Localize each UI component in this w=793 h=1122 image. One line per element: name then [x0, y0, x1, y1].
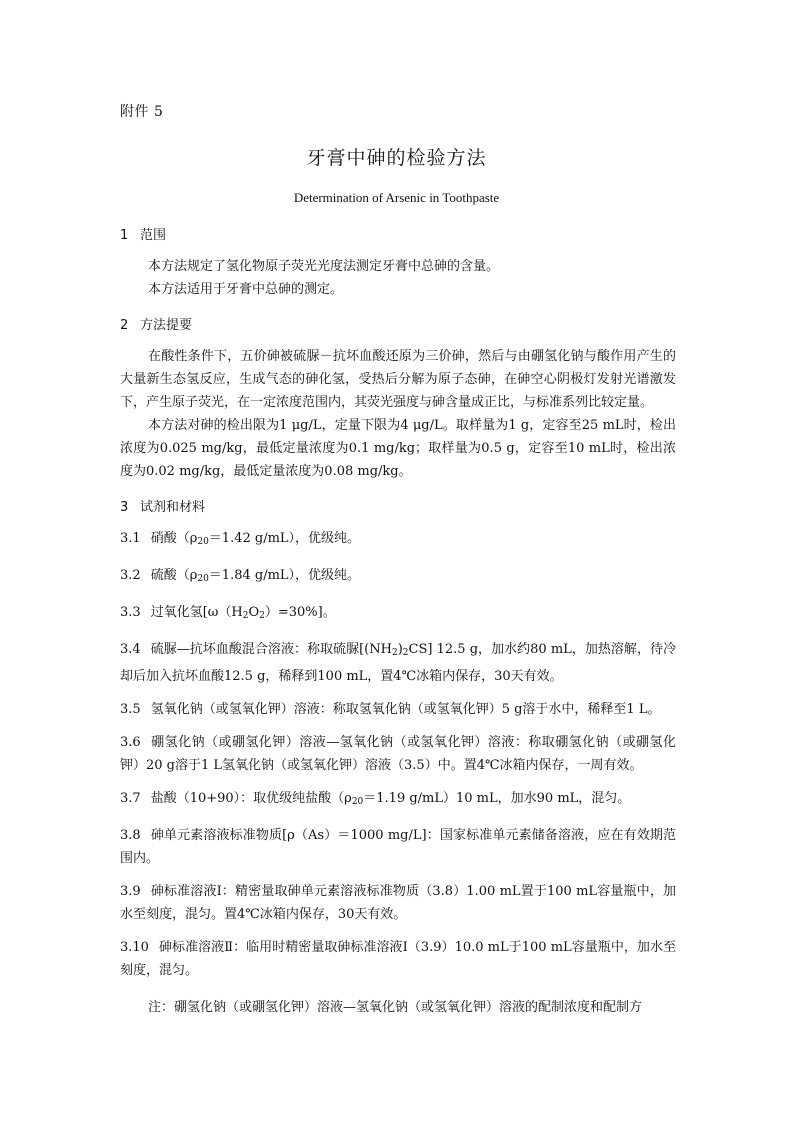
item-number: 3.1: [120, 531, 141, 546]
reagent-item: 3.9 砷标准溶液Ⅰ：精密量取砷单元素溶液标准物质（3.8）1.00 mL置于100 mL容量瓶中，加水至刻度，混匀。置4℃冰箱内保存，30天有效。: [120, 880, 676, 926]
section-heading-reagents: [120, 496, 676, 519]
paragraph: 本方法适用于牙膏中总砷的测定。: [148, 282, 344, 297]
item-number: 3.10: [120, 940, 149, 955]
section-number: 3: [120, 500, 129, 515]
reagent-item: 3.3 过氧化氢$[\omega(H_2O_2)=30\%]$。: [120, 601, 676, 628]
item-number: 3.7: [120, 791, 141, 806]
reagent-item: 3.8 砷单元素溶液标准物质[ρ（As）＝1000 mg/L]：国家标准单元素储备溶液，应在有效期范围内。: [120, 824, 676, 870]
paragraph: 本方法对砷的检出限为1 μg/L，定量下限为4 μg/L。取样量为1 g，定容至25 mL时，检出浓度为0.025 mg/kg，最低定量浓度为0.1 mg/kg；取样量为0.5 g，定容至10 mL时，检出浓度为0.02 mg/kg，最低定量浓度为0.08 mg/kg。: [120, 418, 676, 479]
annex-label: 附件 5: [120, 104, 164, 120]
reagent-item: 3.6 硼氢化钠（或硼氢化钾）溶液—氢氧化钠（或氢氧化钾）溶液：称取硼氢化钠（或硼氢化钾）20 g溶于1 L氢氧化钠（或氢氧化钾）溶液（3.5）中。置4℃冰箱内保存，一周有效。: [120, 731, 676, 777]
reagent-item: 3.5 氢氧化钠（或氢氧化钾）溶液：称取氢氧化钠（或氢氧化钾）5 g溶于水中，稀释至1 L。: [120, 698, 676, 721]
section-title: 方法提要: [140, 318, 193, 333]
item-number: 3.8: [120, 828, 141, 843]
item-number: 3.9: [120, 884, 141, 899]
item-number: 3.6: [120, 735, 141, 750]
reagent-item: 3.10 砷标准溶液Ⅱ：临用时精密量取砷标准溶液Ⅰ（3.9）10.0 mL于100 mL容量瓶中，加水至刻度，混匀。: [120, 936, 676, 982]
section-number: 1: [120, 228, 129, 243]
document-subtitle: Determination of Arsenic in Toothpaste: [293, 190, 500, 205]
item-number: 3.3: [120, 605, 141, 620]
item-number: 3.5: [120, 702, 141, 717]
reagent-item: 3.7 盐酸（10+90）：取优级纯盐酸（$\rho_{20}=1.19$ g/mL）10 mL，加水90 mL，混匀。: [120, 787, 676, 814]
document-title: 牙膏中砷的检验方法: [306, 147, 487, 169]
section-heading-scope: [120, 224, 676, 247]
paragraph: 在酸性条件下，五价砷被硫脲－抗坏血酸还原为三价砷，然后与由硼氢化钠与酸作用产生的大量新生态氢反应，生成气态的砷化氢，受热后分解为原子态砷，在砷空心阴极灯发射光谱激发下，产生原子荧光，在一定浓度范围内，其荧光强度与砷含量成正比，与标准系列比较定量。: [120, 349, 676, 410]
reagent-item: 3.1 硝酸（$\rho_{20}=1.42$ g/mL），优级纯。: [120, 527, 676, 554]
reagent-item: 3.2 硫酸（$\rho_{20}=1.84$ g/mL），优级纯。: [120, 564, 676, 591]
section-title: 试剂和材料: [140, 500, 206, 515]
reagent-item: 3.4 硫脲—抗坏血酸混合溶液：称取硫脲$[(NH_2)_2CS]$ 12.5 g，加水约80 mL，加热溶解，待冷却后加入抗坏血酸12.5 g，稀释到100 mL，置4℃冰箱内保存，30天有效。: [120, 638, 676, 688]
item-number: 3.4: [120, 642, 141, 657]
paragraph: 本方法规定了氢化物原子荧光光度法测定牙膏中总砷的含量。: [148, 259, 500, 274]
section-number: 2: [120, 318, 129, 333]
document-body: [120, 224, 676, 1019]
note-text: 注：硼氢化钠（或硼氢化钾）溶液—氢氧化钠（或氢氧化钾）溶液的配制浓度和配制方: [148, 1000, 643, 1015]
section-title: 范围: [140, 228, 167, 243]
section-heading-principle: [120, 314, 676, 337]
item-number: 3.2: [120, 568, 141, 583]
